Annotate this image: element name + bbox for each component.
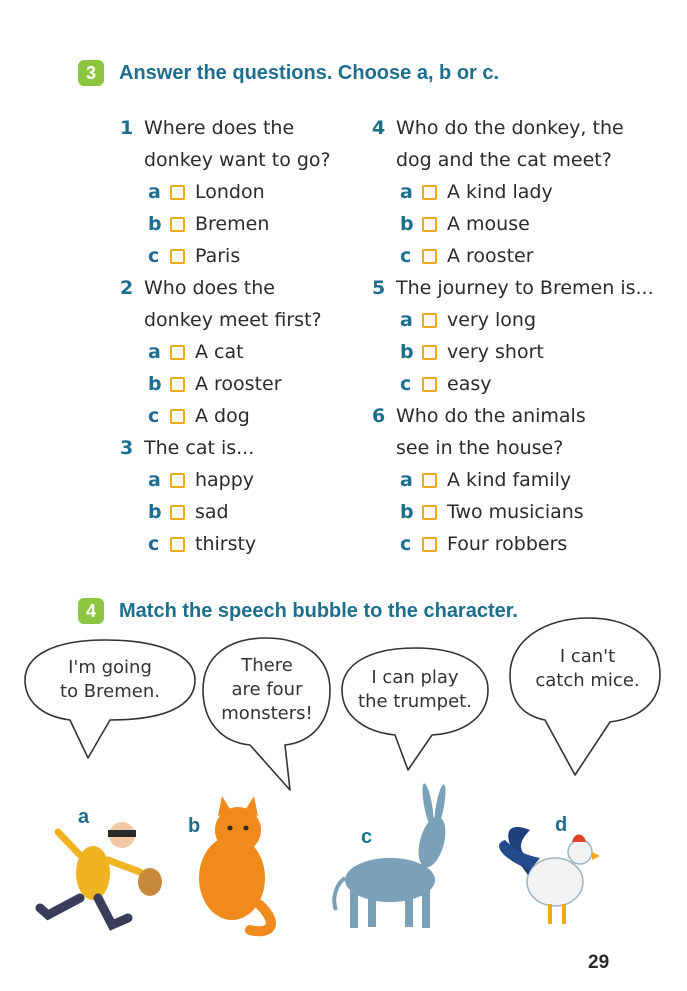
- character-letter-d: d: [555, 814, 568, 836]
- option-letter: b: [148, 213, 162, 235]
- option-text: very long: [447, 309, 537, 331]
- speech-bubble-4-text: I can't catch mice.: [535, 646, 640, 691]
- question-text: donkey want to go?: [144, 149, 331, 171]
- option-letter: b: [400, 341, 414, 363]
- character-letter-a: a: [78, 806, 90, 828]
- question-number: 6: [372, 405, 386, 427]
- question-text: Where does the: [144, 117, 295, 139]
- section-instruction: Match the speech bubble to the character.: [119, 599, 518, 622]
- option-text: A kind lady: [447, 181, 553, 203]
- speech-bubble-1-text: I'm going to Bremen.: [60, 657, 160, 702]
- question-number: 3: [120, 437, 134, 459]
- speech-bubble-2-text: There are four monsters!: [221, 655, 313, 724]
- option-text: A dog: [195, 405, 250, 427]
- robber-icon: [40, 822, 162, 925]
- cat-icon: [199, 796, 271, 931]
- question-number: 1: [120, 117, 134, 139]
- question-number: 2: [120, 277, 134, 299]
- option-text: Four robbers: [447, 533, 568, 555]
- question-number: 4: [372, 117, 386, 139]
- section-number-badge: 3: [78, 60, 104, 86]
- page-number: 29: [588, 952, 610, 973]
- section-number-badge: 4: [78, 598, 104, 624]
- option-text: thirsty: [195, 533, 257, 555]
- option-text: Bremen: [195, 213, 270, 235]
- option-letter: a: [400, 181, 413, 203]
- option-letter: b: [400, 213, 414, 235]
- option-text: A rooster: [195, 373, 282, 395]
- option-text: A cat: [195, 341, 244, 363]
- question-text: donkey meet first?: [144, 309, 322, 331]
- option-letter: a: [400, 309, 413, 331]
- option-text: A mouse: [447, 213, 530, 235]
- option-letter: c: [400, 245, 412, 267]
- question-number: 5: [372, 277, 386, 299]
- option-text: A kind family: [447, 469, 572, 491]
- option-text: happy: [195, 469, 255, 491]
- option-text: Paris: [195, 245, 241, 267]
- option-letter: b: [400, 501, 414, 523]
- donkey-icon: [334, 783, 450, 928]
- question-text: see in the house?: [396, 437, 564, 459]
- question-text: The journey to Bremen is...: [396, 277, 654, 299]
- speech-bubble-3-text: I can play the trumpet.: [358, 667, 472, 712]
- option-letter: c: [148, 245, 160, 267]
- option-letter: b: [148, 373, 162, 395]
- option-text: sad: [195, 501, 229, 523]
- option-letter: a: [148, 181, 161, 203]
- option-letter: a: [400, 469, 413, 491]
- option-text: easy: [447, 373, 492, 395]
- option-letter: a: [148, 341, 161, 363]
- option-text: Two musicians: [447, 501, 584, 523]
- option-letter: a: [148, 469, 161, 491]
- option-letter: b: [148, 501, 162, 523]
- option-text: very short: [447, 341, 544, 363]
- option-letter: c: [148, 533, 160, 555]
- question-text: The cat is...: [144, 437, 255, 459]
- question-text: Who do the donkey, the: [396, 117, 624, 139]
- option-letter: c: [148, 405, 160, 427]
- character-letter-c: c: [361, 826, 373, 848]
- option-letter: c: [400, 373, 412, 395]
- option-text: A rooster: [447, 245, 534, 267]
- section-instruction: Answer the questions. Choose a, b or c.: [119, 61, 500, 84]
- character-letter-b: b: [188, 815, 201, 837]
- rooster-icon: [499, 827, 600, 924]
- question-text: Who do the animals: [396, 405, 586, 427]
- option-letter: c: [400, 533, 412, 555]
- option-text: London: [195, 181, 265, 203]
- question-text: Who does the: [144, 277, 275, 299]
- question-text: dog and the cat meet?: [396, 149, 612, 171]
